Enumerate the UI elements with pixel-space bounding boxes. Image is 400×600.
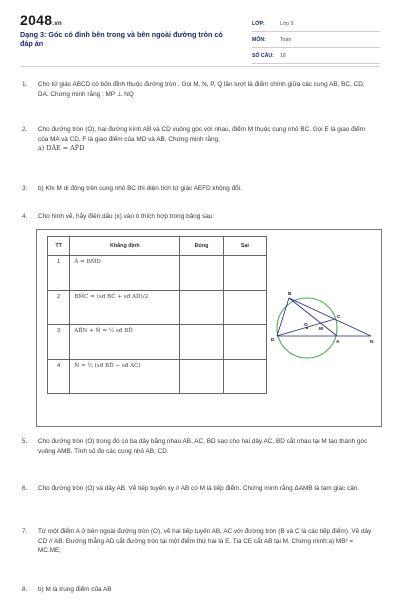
question-1: 1. Cho tứ giác ABCD có bốn đỉnh thuộc đường tròn . Gọi M, N, P, Q lần lượt là điểm chính giữa các cung AB, BC, CD, DA. Chứng minh rằng : MP ⊥ NQ [22, 81, 365, 98]
page-title: Dạng 3: Góc có đỉnh bên trong và bên ngoài đường tròn có đáp án [20, 30, 223, 48]
site-logo[interactable]: 2048.vn [20, 12, 62, 28]
question-8: 8. b) M là trung điểm của AB [22, 586, 112, 593]
true-cell[interactable] [180, 290, 223, 325]
label-d: D [271, 338, 275, 343]
statement-table [47, 236, 267, 394]
question-7: 7. Từ một điểm A ở bên ngoài đường tròn (O), vẽ hai tiếp tuyến AB, AC với đường tròn (B và C là các tiếp điểm). Vẽ dây CD // AB. Đường thẳng AD cắt đường tròn tại một điểm thứ hai là E. Tia CE cắt AB tại M. Chứng minh:a) MB² = MC.ME; [22, 528, 372, 554]
col-header-true: Đúng [180, 237, 223, 256]
question-5: 5. Cho đường tròn (O) trong đó có ba dây bằng nhau AB, AC, BD sao cho hai dây AC, BD cắt nhau tại M tạo thành góc vuông AMB. Tính số đo các cung nhỏ AB, CD. [22, 438, 368, 455]
question-3: 3. b) Khi M di động trên cung nhỏ BC thì diện tích tứ giác AEFD không đổi. [22, 185, 242, 192]
table-row: 4 N̂ = ½ (sđ BD̂ − sđ AĈ) [48, 359, 267, 394]
question-4-box [36, 229, 382, 427]
true-cell[interactable] [180, 325, 223, 360]
meta-row-class: LỚP: Lớp 9 [252, 16, 380, 32]
geometry-figure [271, 286, 377, 360]
true-cell[interactable] [180, 256, 223, 291]
table-row: 3 AB̂N + N̂ = ½ sđ BD̂ [48, 325, 267, 360]
question-4: 4. Cho hình vẽ, hãy điền dấu (x) vào ô thích hợp trong bảng sau: [22, 213, 215, 220]
false-cell[interactable] [223, 290, 266, 325]
false-cell[interactable] [223, 359, 266, 394]
col-header-statement: Khẳng định [70, 237, 180, 256]
question-6: 6. Cho đường tròn (O) và dây AB. Vẽ tiếp tuyến xy // AB có M là tiếp điểm. Chứng minh rằng ΔAMB là tam giác cân. [22, 485, 360, 492]
label-m: M [319, 327, 323, 332]
true-cell[interactable] [180, 359, 223, 394]
label-c: C [337, 315, 341, 320]
table-row: 2 BM̂C = (sđ BĈ + sđ AD̂)/2 [48, 290, 267, 325]
question-2-part-a: a) DÂE = AF̂D [38, 144, 85, 152]
false-cell[interactable] [223, 325, 266, 360]
col-header-tt: TT [48, 237, 70, 256]
label-n: N [370, 340, 374, 345]
header-divider [20, 66, 380, 67]
label-b: B [288, 292, 292, 297]
question-2: 2. Cho đường tròn (O), hai đường kính AB và CD vuông góc với nhau, điểm M thuộc cung nhỏ BC. Gọi E là giao điểm của MA và CD, F là giao điểm của MD và AB. Chứng minh rằng: a) DÂE = AF̂D [22, 126, 365, 152]
meta-row-subject: MÔN: Toán [252, 32, 380, 48]
meta-row-count: SỐ CÂU: 18 [252, 48, 380, 64]
meta-box [252, 16, 380, 64]
col-header-false: Sai [223, 237, 266, 256]
label-a: A [336, 340, 340, 345]
table-row: 1 Â = BM̂D [48, 256, 267, 291]
false-cell[interactable] [223, 256, 266, 291]
label-o: O [304, 323, 308, 328]
